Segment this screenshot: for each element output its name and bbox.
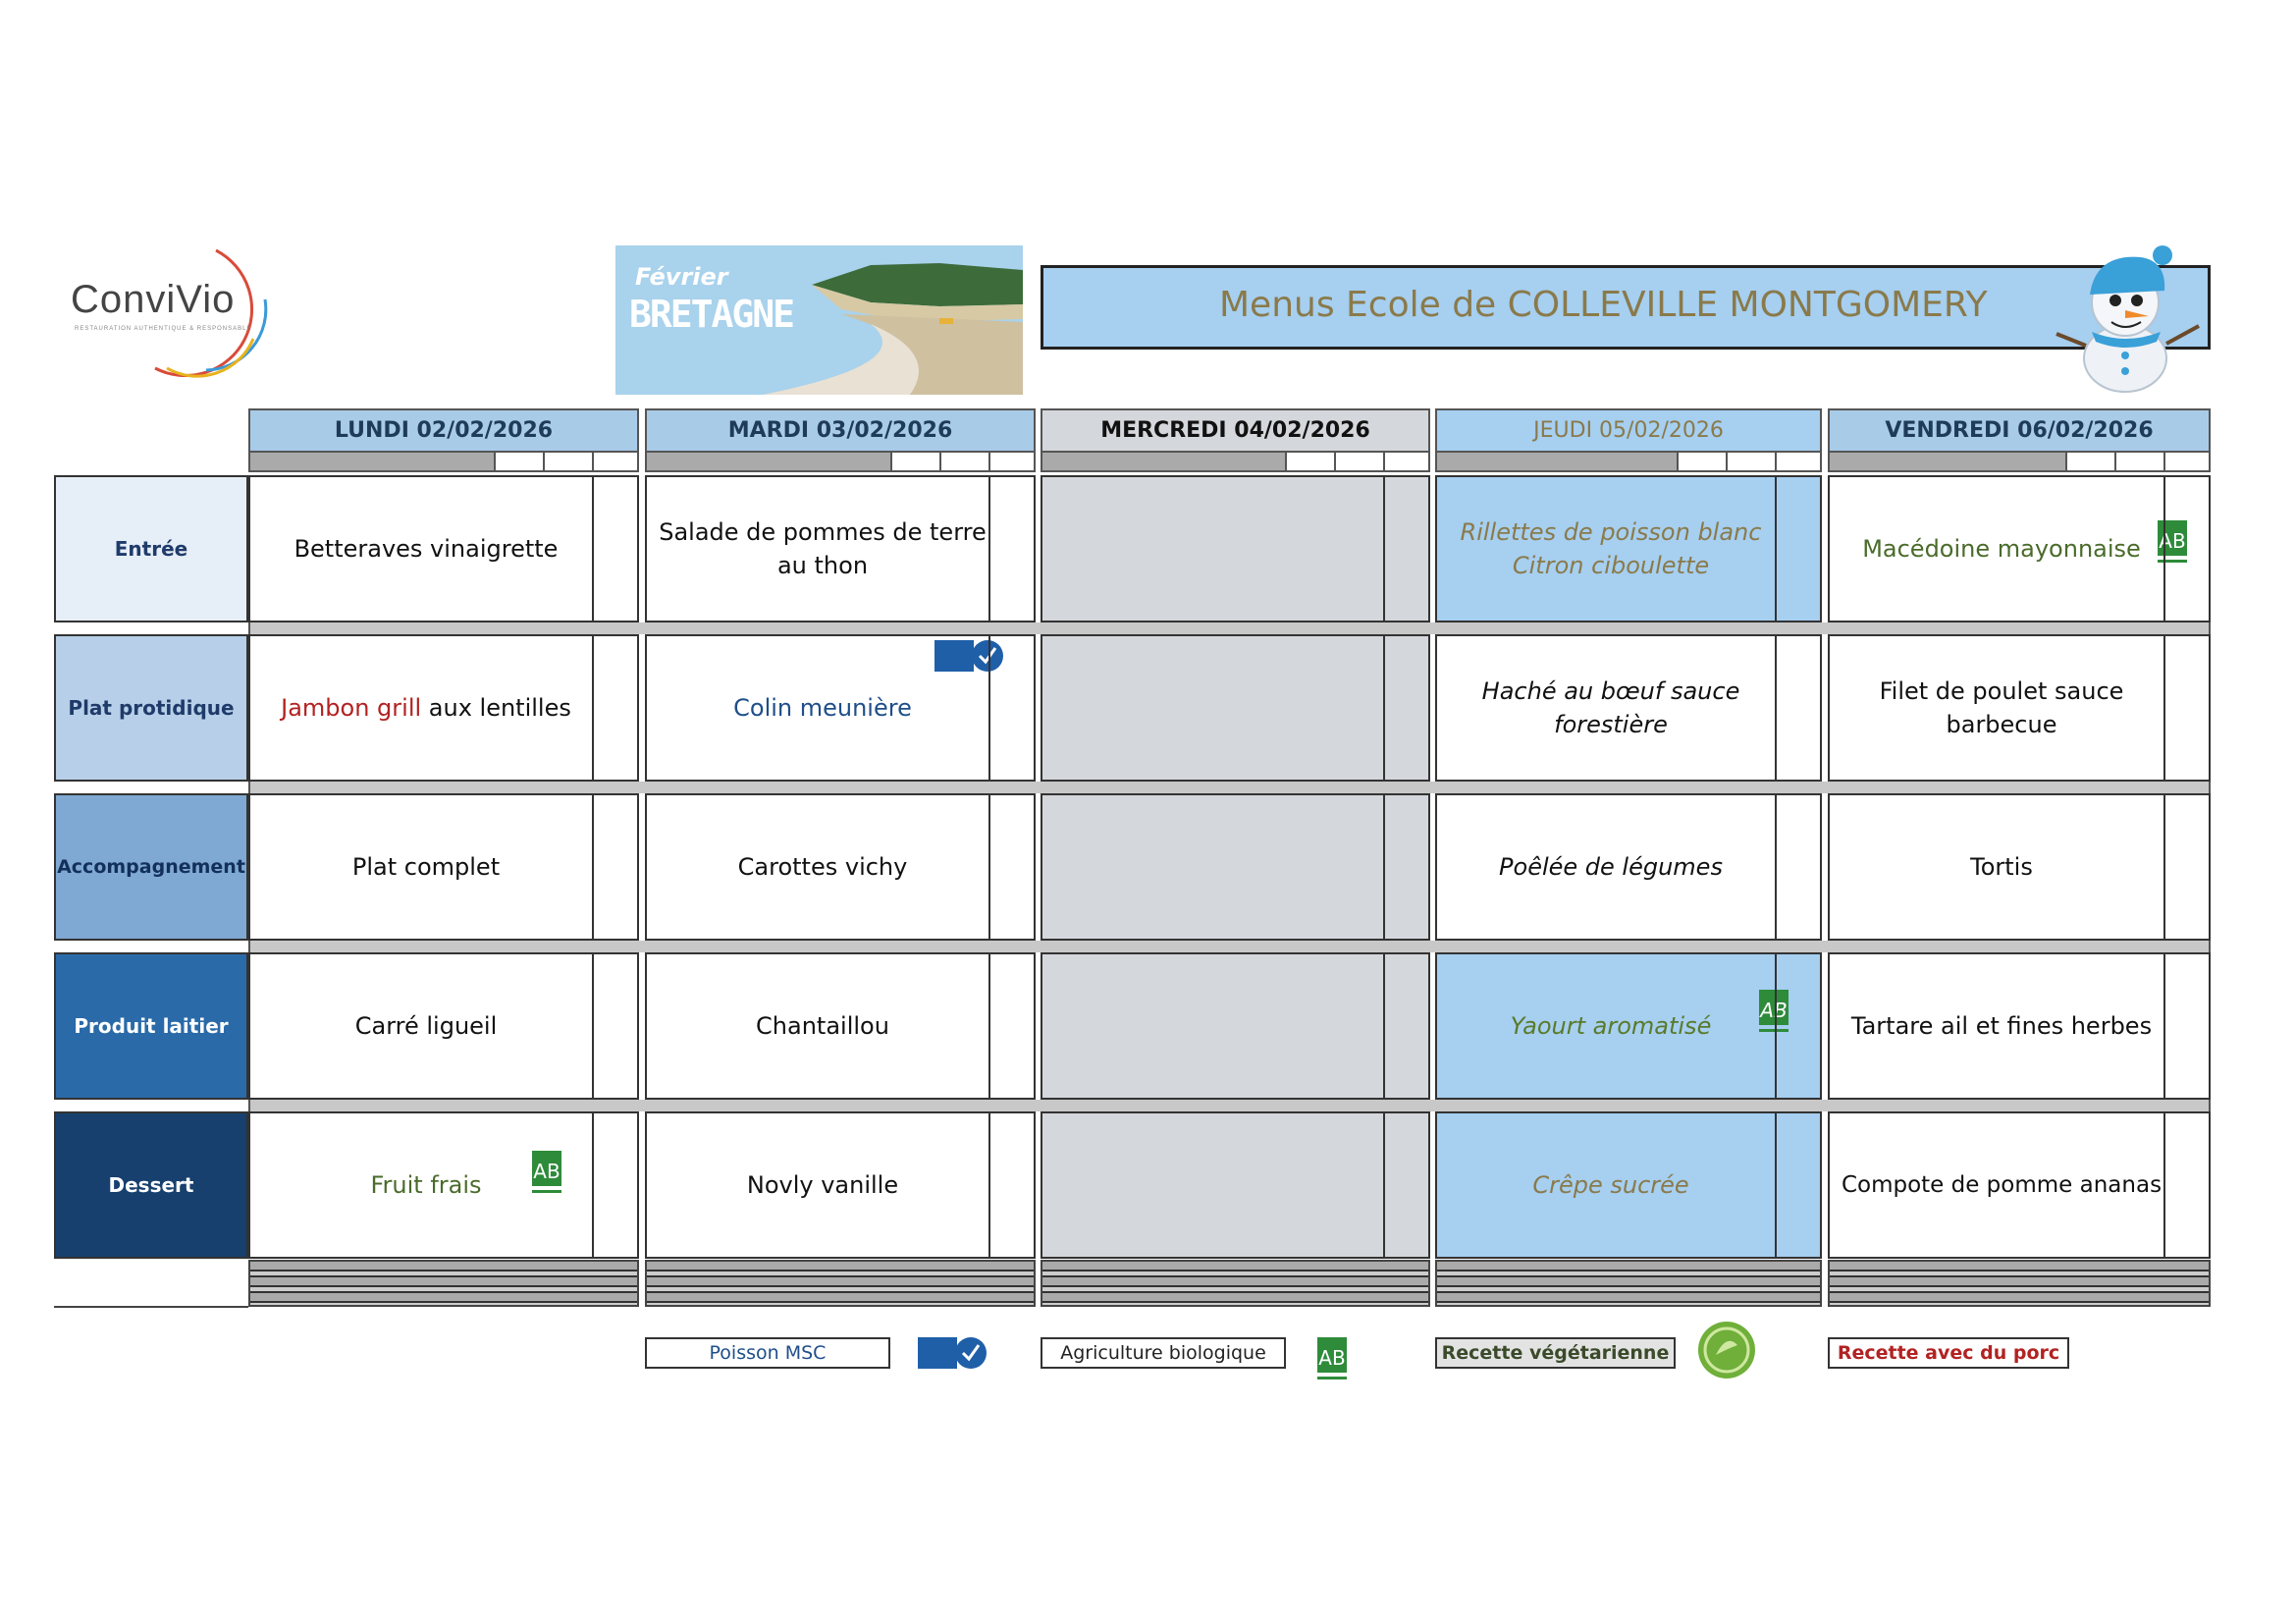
dish-text: Novly vanille <box>746 1171 899 1199</box>
cell-mercredi-entree <box>1041 475 1430 622</box>
dish-text: Macédoine mayonnaise <box>1862 535 2141 563</box>
dish-text: Salade de pommes de terre au thon <box>659 518 987 579</box>
snowman-icon <box>2047 236 2204 393</box>
dish-text: Tartare ail et fines herbes <box>1850 1012 2153 1040</box>
porc-dish-part: Jambon grill <box>281 694 422 722</box>
dish-text: Betteraves vinaigrette <box>294 535 559 563</box>
dish-text: Chantaillou <box>756 1012 889 1040</box>
cell-mardi-dessert <box>645 1111 1036 1259</box>
dish-text: Tortis <box>1970 853 2033 881</box>
cell-jeudi-dessert <box>1435 1111 1822 1259</box>
dish-text: Crêpe sucrée <box>1532 1171 1689 1199</box>
cell-mercredi-accompagnement <box>1041 793 1430 941</box>
svg-text:AB: AB <box>533 1160 561 1183</box>
ab-bio-icon <box>1757 982 1790 1039</box>
row-separator <box>248 622 2211 634</box>
legend-vege: Recette végétarienne <box>1435 1337 1676 1369</box>
cell-mardi-entree <box>645 475 1036 622</box>
msc-icon <box>934 638 1005 674</box>
footer-line <box>54 1306 248 1308</box>
cell-lundi-plat <box>248 634 639 782</box>
row-label-accompagnement: Accompagnement <box>54 793 248 941</box>
banner-month: Février <box>635 263 728 291</box>
cell-vendredi-dessert <box>1828 1111 2211 1259</box>
row-label-laitier: Produit laitier <box>54 952 248 1100</box>
row-separator <box>248 941 2211 952</box>
dish-text: Filet de poulet sauce barbecue <box>1879 677 2124 738</box>
dish-text: Fruit frais <box>370 1171 482 1199</box>
row-label-plat: Plat protidique <box>54 634 248 782</box>
cell-mardi-accompagnement <box>645 793 1036 941</box>
cell-mercredi-laitier <box>1041 952 1430 1100</box>
cell-mercredi-dessert <box>1041 1111 1430 1259</box>
cell-lundi-entree <box>248 475 639 622</box>
brand-tagline: RESTAURATION AUTHENTIQUE & RESPONSABLE <box>75 326 252 332</box>
dish-text: Carré ligueil <box>354 1012 498 1040</box>
svg-text:AB: AB <box>1760 999 1788 1022</box>
day-header-mardi: MARDI 03/02/2026 <box>645 408 1036 453</box>
dish-text: Colin meunière <box>733 694 912 722</box>
dish-text: Carottes vichy <box>737 853 908 881</box>
cell-mardi-laitier <box>645 952 1036 1100</box>
dish-text: Compote de pomme ananas <box>1841 1172 2163 1198</box>
cell-mardi-plat <box>645 634 1036 782</box>
subbar-vendredi <box>1828 453 2211 472</box>
row-separator <box>248 1100 2211 1111</box>
ab-bio-icon <box>1315 1329 1349 1386</box>
brand-name: ConviVio <box>71 278 236 321</box>
cell-jeudi-accompagnement <box>1435 793 1822 941</box>
subbar-lundi <box>248 453 639 472</box>
cell-vendredi-entree <box>1828 475 2211 622</box>
cell-lundi-laitier <box>248 952 639 1100</box>
dish-text: Plat complet <box>351 853 501 881</box>
cell-vendredi-accompagnement <box>1828 793 2211 941</box>
dish-text: Yaourt aromatisé <box>1510 1012 1712 1040</box>
row-label-dessert: Dessert <box>54 1111 248 1259</box>
bretagne-banner <box>615 245 1023 395</box>
vegetarian-icon <box>1696 1320 1757 1380</box>
cell-mercredi-plat <box>1041 634 1430 782</box>
legend-bio: Agriculture biologique <box>1041 1337 1286 1369</box>
banner-region: BRETAGNE <box>629 293 794 336</box>
day-header-lundi: LUNDI 02/02/2026 <box>248 408 639 453</box>
footer-stripes <box>1041 1260 1430 1307</box>
cell-lundi-dessert <box>248 1111 639 1259</box>
legend-msc: Poisson MSC <box>645 1337 890 1369</box>
cell-vendredi-laitier <box>1828 952 2211 1100</box>
footer-stripes <box>645 1260 1036 1307</box>
cell-vendredi-plat <box>1828 634 2211 782</box>
dish-text: Rillettes de poisson blanc Citron ciboulette <box>1460 518 1762 579</box>
cell-jeudi-entree <box>1435 475 1822 622</box>
svg-text:AB: AB <box>1318 1346 1346 1370</box>
subbar-mercredi <box>1041 453 1430 472</box>
dish-part: aux lentilles <box>421 694 571 722</box>
cell-jeudi-plat <box>1435 634 1822 782</box>
svg-text:AB: AB <box>2159 529 2186 553</box>
msc-icon <box>918 1335 988 1371</box>
day-header-mercredi: MERCREDI 04/02/2026 <box>1041 408 1430 453</box>
cell-jeudi-laitier <box>1435 952 1822 1100</box>
legend-porc: Recette avec du porc <box>1828 1337 2069 1369</box>
footer-stripes <box>248 1260 639 1307</box>
subbar-jeudi <box>1435 453 1822 472</box>
row-label-entree: Entrée <box>54 475 248 622</box>
day-header-jeudi: JEUDI 05/02/2026 <box>1435 408 1822 453</box>
footer-stripes <box>1828 1260 2211 1307</box>
dish-text: Poêlée de légumes <box>1499 853 1723 881</box>
subbar-mardi <box>645 453 1036 472</box>
footer-stripes <box>1435 1260 1822 1307</box>
day-header-vendredi: VENDREDI 06/02/2026 <box>1828 408 2211 453</box>
dish-text: Haché au bœuf sauce forestière <box>1481 677 1740 738</box>
ab-bio-icon <box>2156 513 2189 569</box>
page-title: Menus Ecole de COLLEVILLE MONTGOMERY <box>1219 285 1988 325</box>
row-separator <box>248 782 2211 793</box>
cell-lundi-accompagnement <box>248 793 639 941</box>
dish-text <box>273 691 614 725</box>
ab-bio-icon <box>530 1143 563 1200</box>
